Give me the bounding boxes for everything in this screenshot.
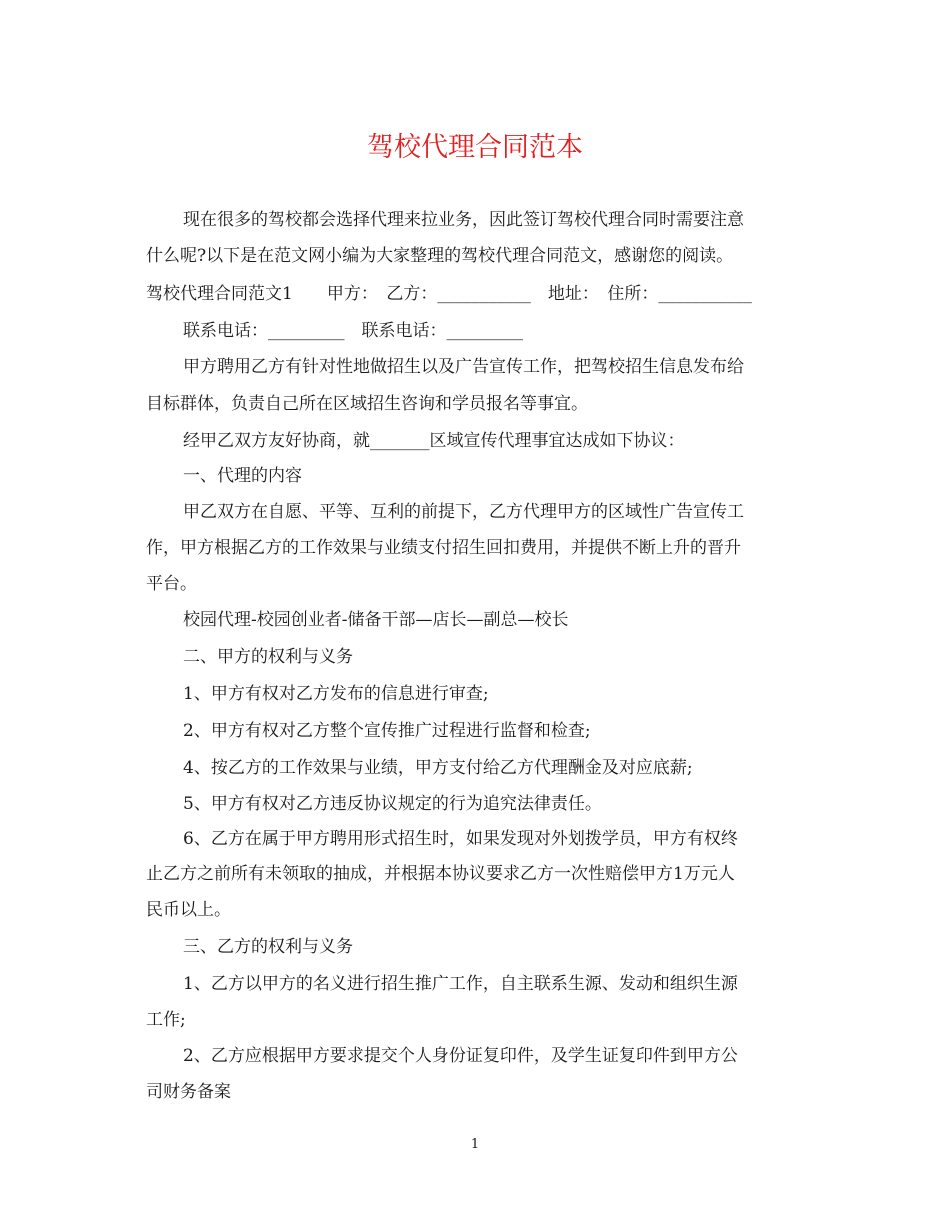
paragraph-line: 2、乙方应根据甲方要求提交个人身份证复印件，及学生证复印件到甲方公	[183, 1046, 738, 1066]
section-heading: 三、乙方的权利与义务	[183, 937, 353, 957]
paragraph-line: 目标群体，负责自己所在区域招生咨询和学员报名等事宜。	[146, 394, 588, 414]
paragraph-line: 4、按乙方的工作效果与业绩，甲方支付给乙方代理酬金及对应底薪;	[183, 758, 693, 778]
page-number: 1	[470, 1137, 480, 1152]
paragraph-line: 5、甲方有权对乙方违反协议规定的行为追究法律责任。	[183, 794, 602, 814]
paragraph-line: 1、乙方以甲方的名义进行招生推广工作，自主联系生源、发动和组织生源	[183, 974, 738, 994]
paragraph-line: 联系电话：_________ 联系电话：_________	[183, 321, 523, 341]
paragraph-line: 作，甲方根据乙方的工作效果与业绩支付招生回扣费用，并提供不断上升的晋升	[146, 538, 741, 558]
paragraph-line: 1、甲方有权对乙方发布的信息进行审查;	[183, 684, 489, 704]
paragraph-line: 经甲乙双方友好协商，就_______区域宣传代理事宜达成如下协议：	[183, 431, 685, 451]
paragraph-line: 司财务备案	[146, 1082, 231, 1102]
paragraph-line: 现在很多的驾校都会选择代理来拉业务，因此签订驾校代理合同时需要注意	[183, 210, 744, 230]
document-title: 驾校代理合同范本	[367, 132, 583, 163]
paragraph-line: 甲方聘用乙方有针对性地做招生以及广告宣传工作，把驾校招生信息发布给	[183, 357, 744, 377]
paragraph-line: 6、乙方在属于甲方聘用形式招生时，如果发现对外划拨学员，甲方有权终	[183, 829, 738, 849]
section-heading: 一、代理的内容	[183, 466, 302, 486]
paragraph-line: 驾校代理合同范文1 甲方： 乙方：___________ 地址： 住所：___________	[146, 284, 752, 304]
paragraph-line: 止乙方之前所有未领取的抽成，并根据本协议要求乙方一次性赔偿甲方1万元人	[146, 864, 735, 884]
paragraph-line: 什么呢?以下是在范文网小编为大家整理的驾校代理合同范文，感谢您的阅读。	[146, 246, 734, 266]
paragraph-line: 平台。	[146, 574, 197, 594]
paragraph-line: 民币以上。	[146, 900, 231, 920]
paragraph-line: 甲乙双方在自愿、平等、互利的前提下，乙方代理甲方的区域性广告宣传工	[183, 502, 744, 522]
paragraph-line: 校园代理-校园创业者-储备干部—店长—副总—校长	[183, 610, 569, 630]
paragraph-line: 2、甲方有权对乙方整个宣传推广过程进行监督和检查;	[183, 721, 591, 741]
section-heading: 二、甲方的权利与义务	[183, 647, 353, 667]
paragraph-line: 工作;	[146, 1010, 186, 1030]
